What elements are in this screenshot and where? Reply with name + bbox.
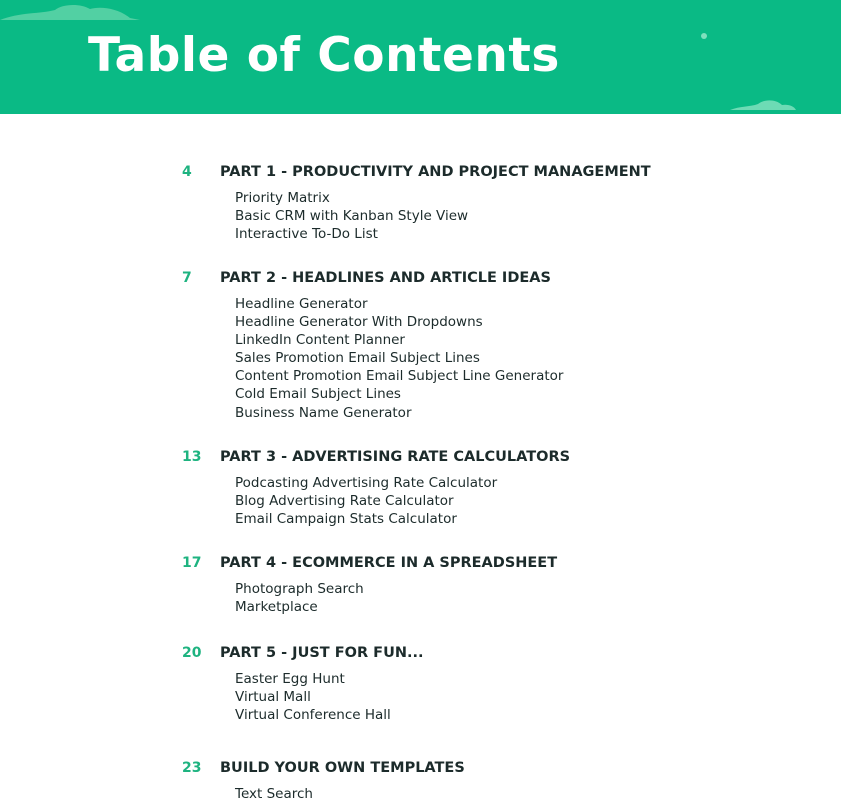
section-page-number[interactable]: 23 <box>182 760 202 776</box>
section-title[interactable]: PART 2 - HEADLINES AND ARTICLE IDEAS <box>220 270 551 286</box>
toc-item[interactable]: Headline Generator With Dropdowns <box>235 314 483 331</box>
cloud-decoration-top-left <box>0 0 140 22</box>
toc-item[interactable]: Text Search <box>235 786 313 802</box>
section-item-list <box>235 580 364 616</box>
section-title[interactable]: PART 5 - JUST FOR FUN... <box>220 645 424 661</box>
toc-item[interactable]: Email Campaign Stats Calculator <box>235 511 457 528</box>
section-title[interactable]: PART 1 - PRODUCTIVITY AND PROJECT MANAGEMENT <box>220 164 651 180</box>
toc-item[interactable]: Marketplace <box>235 599 318 616</box>
section-title[interactable]: PART 3 - ADVERTISING RATE CALCULATORS <box>220 449 571 465</box>
cloud-decoration-bottom-right <box>728 96 798 114</box>
section-page-number[interactable]: 17 <box>182 555 202 571</box>
dot-decoration <box>700 32 708 40</box>
section-item-list <box>235 670 391 724</box>
toc-item[interactable]: Virtual Conference Hall <box>235 707 391 724</box>
toc-item[interactable]: Priority Matrix <box>235 190 330 206</box>
section-page-number[interactable]: 13 <box>182 449 202 465</box>
toc-item[interactable]: Content Promotion Email Subject Line Generator <box>235 368 564 385</box>
section-item-list <box>235 474 497 528</box>
section-title[interactable]: BUILD YOUR OWN TEMPLATES <box>220 760 465 776</box>
header-banner <box>0 0 841 114</box>
toc-item[interactable]: Business Name Generator <box>235 404 412 421</box>
toc-item[interactable]: Virtual Mall <box>235 689 311 706</box>
section-title[interactable]: PART 4 - ECOMMERCE IN A SPREADSHEET <box>220 555 558 571</box>
toc-item[interactable]: LinkedIn Content Planner <box>235 332 405 349</box>
section-item-list <box>235 295 563 422</box>
section-page-number[interactable]: 7 <box>182 270 192 286</box>
section-page-number[interactable]: 4 <box>182 164 192 180</box>
toc-item[interactable]: Basic CRM with Kanban Style View <box>235 208 469 225</box>
toc-item[interactable]: Podcasting Advertising Rate Calculator <box>235 475 498 491</box>
toc-item[interactable]: Cold Email Subject Lines <box>235 386 401 403</box>
section-item-list <box>235 785 313 803</box>
toc-item[interactable]: Interactive To-Do List <box>235 226 378 243</box>
toc-item[interactable]: Blog Advertising Rate Calculator <box>235 493 454 510</box>
toc-item[interactable]: Sales Promotion Email Subject Lines <box>235 350 480 367</box>
toc-item[interactable]: Photograph Search <box>235 581 364 597</box>
toc-item[interactable]: Easter Egg Hunt <box>235 671 345 687</box>
section-item-list <box>235 189 468 243</box>
section-page-number[interactable]: 20 <box>182 645 202 661</box>
page-title: Table of Contents <box>88 28 560 83</box>
toc-item[interactable]: Headline Generator <box>235 296 368 312</box>
